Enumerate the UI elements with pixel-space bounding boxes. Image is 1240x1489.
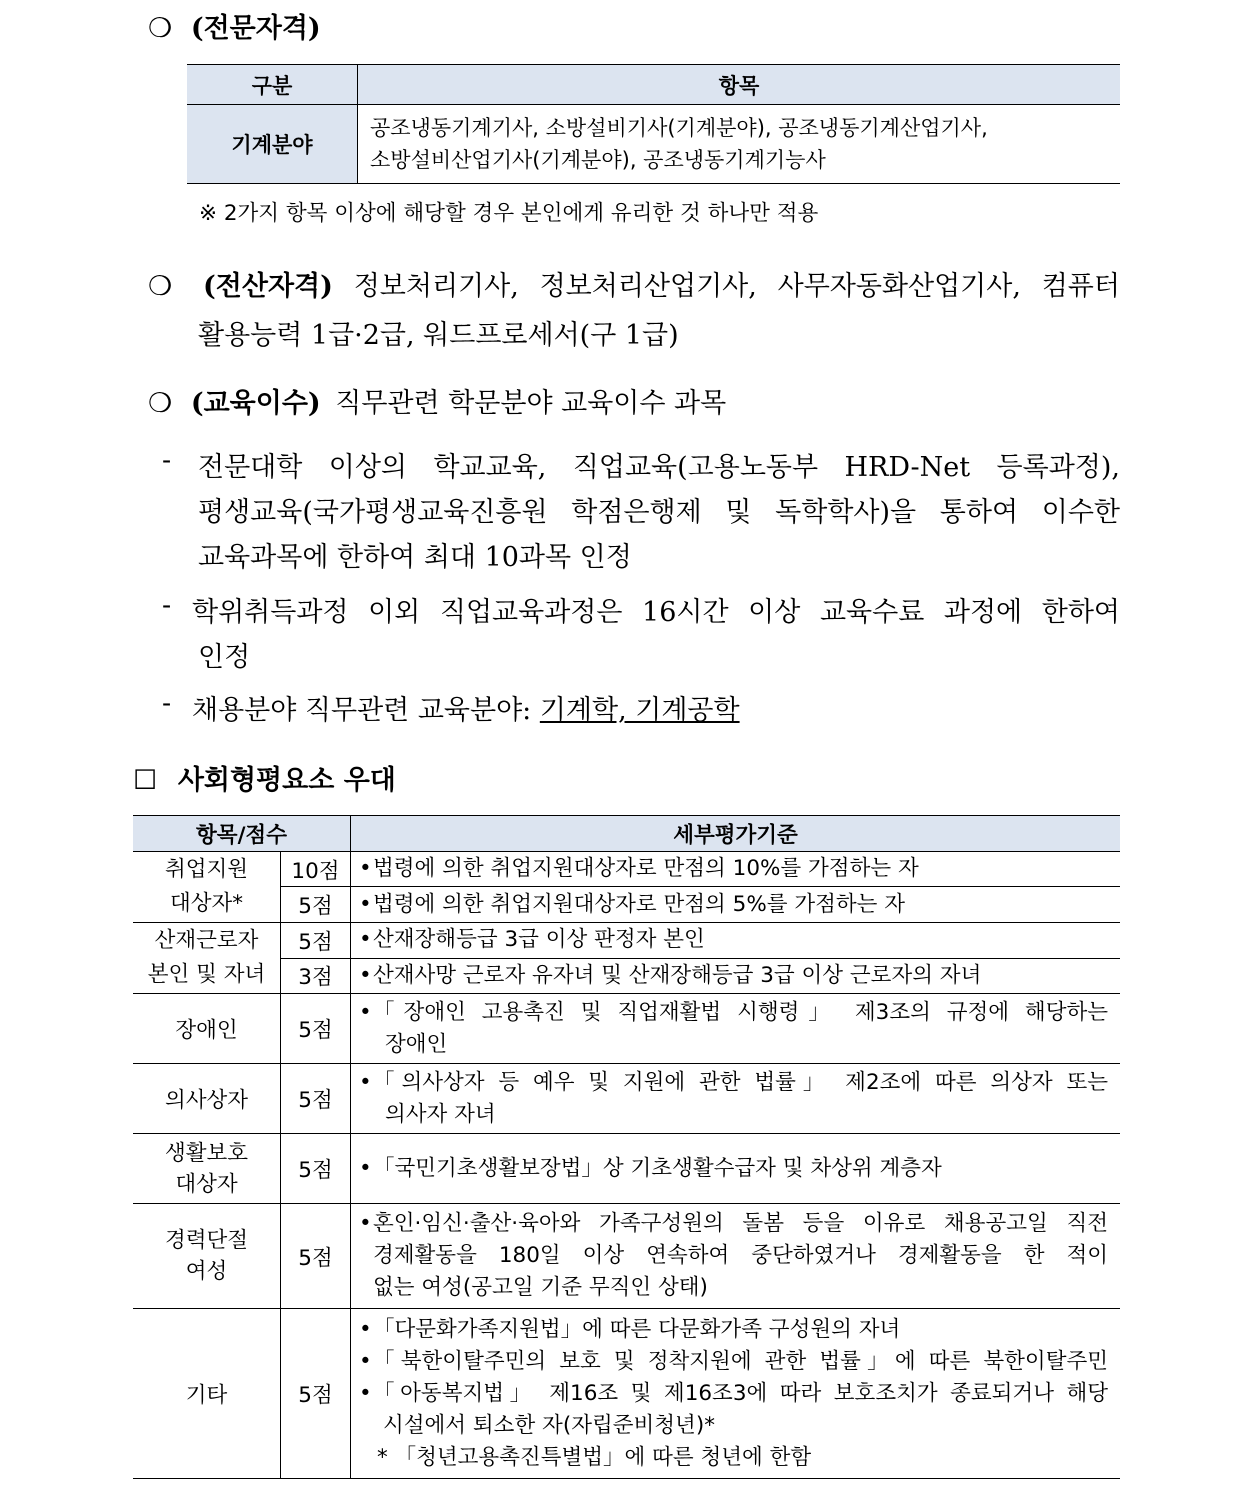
- table-row: [187, 105, 1120, 184]
- table-row: [133, 887, 1120, 923]
- edu-item-prefix: 채용분야 직무관련 교육분야:: [192, 695, 540, 726]
- criteria-cell: • 산재장해등급 3급 이상 판정자 본인: [351, 923, 1121, 959]
- edu-item-line: 인정: [198, 642, 251, 673]
- criteria-cell: • 법령에 의한 취업지원대상자로 만점의 10%를 가점하는 자: [351, 852, 1121, 887]
- section-text: 직무관련 학문분야 교육이수 과목: [335, 388, 727, 419]
- edu-item-line: 평생교육(국가평생교육진흥원 학점은행제 및 독학학사)을 통하여 이수한: [198, 497, 1120, 528]
- score-cell: 5점: [281, 923, 351, 959]
- section-heading-it: [148, 264, 1120, 303]
- score-cell: 3점: [281, 958, 351, 994]
- criteria-cell: • 「다문화가족지원법」에 따른 다문화가족 구성원의 자녀 • 「북한이탈주민의 보호 및 정착지원에 관한 법률」에 따른 북한이탈주민 • 「아동복지법」 제16조 및 제16조3에 따라 보호조치가 종료되거나 해당 시설에서 퇴소한 자(자립준비청년)* * 「청년고용촉진특별법」에 따른 청년에 한함: [351, 1309, 1121, 1479]
- table-header-criteria: 세부평가기준: [351, 816, 1121, 852]
- edu-item-line: 학위취득과정 이외 직업교육과정은 16시간 이상 교육수료 과정에 한하여: [192, 597, 1120, 628]
- dash-bullet: -: [162, 590, 172, 621]
- score-cell: 5점: [281, 1064, 351, 1134]
- table-note: ※ 2가지 항목 이상에 해당할 경우 본인에게 유리한 것 하나만 적용: [199, 201, 819, 226]
- section-heading-professional: [148, 6, 321, 45]
- edu-field-underlined: 기계학, 기계공학: [539, 695, 740, 726]
- section-text: 정보처리기사, 정보처리산업기사, 사무자동화산업기사, 컴퓨터: [353, 271, 1120, 302]
- edu-item-line: 전문대학 이상의 학교교육, 직업교육(고용노동부 HRD-Net 등록과정),: [198, 452, 1120, 483]
- section-text-continued: 활용능력 1급·2급, 워드프로세서(구 1급): [198, 320, 679, 351]
- score-cell: 5점: [281, 1134, 351, 1204]
- section-title: 사회형평요소 우대: [177, 765, 396, 796]
- table-header-item-score: 항목/점수: [133, 816, 351, 852]
- criteria-cell: • 「장애인 고용촉진 및 직업재활법 시행령」 제3조의 규정에 해당하는 장애인: [351, 994, 1121, 1064]
- score-cell: 5점: [281, 1204, 351, 1309]
- score-cell: 10점: [281, 852, 351, 887]
- score-cell: 5점: [281, 1309, 351, 1479]
- circle-bullet-icon: ❍: [148, 271, 173, 302]
- table-row: [133, 1204, 1120, 1309]
- score-cell: 5점: [281, 994, 351, 1064]
- row-label: 기타: [133, 1309, 281, 1479]
- row-label: 의사상자: [133, 1064, 281, 1134]
- table-header-items: 항목: [358, 65, 1121, 105]
- row-label: 생활보호 대상자: [133, 1134, 281, 1204]
- criteria-cell: • 법령에 의한 취업지원대상자로 만점의 5%를 가점하는 자: [351, 887, 1121, 923]
- table-row: [133, 958, 1120, 994]
- table-row: [133, 1309, 1120, 1479]
- table-row: [133, 1134, 1120, 1204]
- row-value: [358, 105, 1121, 184]
- section-title: (전산자격): [203, 271, 333, 302]
- row-value-line: 소방설비산업기사(기계분야), 공조냉동기계기능사: [370, 148, 826, 172]
- dash-bullet: -: [162, 445, 172, 476]
- row-value-line: 공조냉동기계기사, 소방설비기사(기계분야), 공조냉동기계산업기사,: [370, 116, 988, 140]
- row-label: 경력단절 여성: [133, 1204, 281, 1309]
- edu-item-line: [192, 688, 740, 727]
- social-equity-table: [133, 815, 1120, 1479]
- table-row: [133, 852, 1120, 887]
- circle-bullet-icon: ❍: [148, 13, 173, 44]
- checkbox-square-icon: ☐: [133, 765, 158, 796]
- professional-qualification-table: [187, 64, 1120, 184]
- section-title: (전문자격): [190, 13, 321, 44]
- score-cell: 5점: [281, 887, 351, 923]
- section-title: (교육이수): [190, 388, 321, 419]
- edu-item-line: 교육과목에 한하여 최대 10과목 인정: [198, 542, 632, 573]
- dash-bullet: -: [162, 688, 172, 719]
- criteria-cell: • 「의사상자 등 예우 및 지원에 관한 법률」 제2조에 따른 의상자 또는 의사자 자녀: [351, 1064, 1121, 1134]
- section-heading-education: [148, 381, 726, 420]
- row-label: 장애인: [133, 994, 281, 1064]
- criteria-cell: • 산재사망 근로자 유자녀 및 산재장해등급 3급 이상 근로자의 자녀: [351, 958, 1121, 994]
- section-heading-social: [133, 758, 396, 797]
- table-header-category: 구분: [187, 65, 358, 105]
- table-row: [133, 994, 1120, 1064]
- criteria-cell: • 혼인·임신·출산·육아와 가족구성원의 돌봄 등을 이유로 채용공고일 직전 경제활동을 180일 이상 연속하여 중단하였거나 경제활동을 한 적이 없는 여성(공고일 기준 무직인 상태): [351, 1204, 1121, 1309]
- row-label: 기계분야: [187, 105, 358, 184]
- circle-bullet-icon: ❍: [148, 388, 173, 419]
- row-label: 취업지원 대상자*: [133, 852, 281, 923]
- table-row: [133, 1064, 1120, 1134]
- criteria-cell: • 「국민기초생활보장법」상 기초생활수급자 및 차상위 계층자: [351, 1134, 1121, 1204]
- row-label: 산재근로자 본인 및 자녀: [133, 923, 281, 994]
- table-row: [133, 923, 1120, 959]
